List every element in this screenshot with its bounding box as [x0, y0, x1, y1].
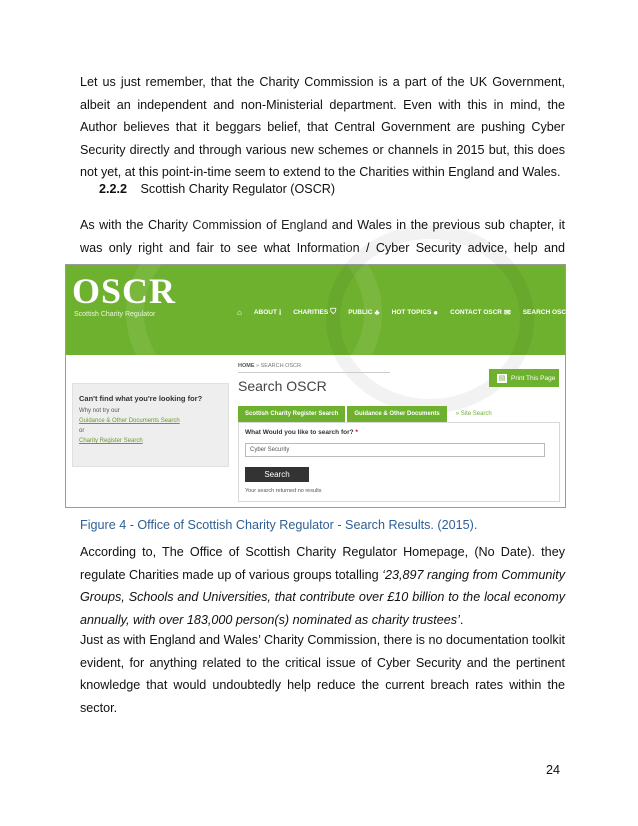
oscr-logo-subtitle: Scottish Charity Regulator [74, 311, 156, 318]
people-icon: ♣ [374, 307, 380, 317]
oscr-homepage-paragraph: According to, The Office of Scottish Charity Regulator Homepage, (No Date). they regulate Charities made up of various groups totalling ‘23,897 ranging from Community Groups, Schools and Universities, that contribute over £10 billion to the local economy annually, with over 183,000 person(s) nominated as charity trustees’. [80, 545, 565, 627]
tab-site-search[interactable]: » Site Search [455, 411, 492, 417]
nav-hot-topics[interactable]: HOT TOPICS ● [391, 307, 439, 317]
search-tabs [238, 406, 501, 422]
breadcrumb: HOME » SEARCH OSCR [238, 363, 301, 369]
nav-public[interactable]: PUBLIC ♣ [348, 307, 380, 317]
search-icon: ⚲ [572, 307, 579, 317]
section-heading [99, 182, 335, 196]
flame-icon: ● [433, 307, 439, 317]
oscr-paragraph: As with the Charity Commission of England and Wales in the previous sub chapter, it was only right and fair to see what Information / Cyber Security advice, help and [80, 218, 565, 255]
figure-caption: Figure 4 - Office of Scottish Charity Regulator - Search Results. (2015). [80, 518, 478, 532]
breadcrumb-home[interactable]: HOME [238, 363, 255, 369]
sidebar-box [72, 383, 229, 467]
closing-paragraph: Just as with England and Wales’ Charity Commission, there is no documentation toolkit evident, for anything related to the critical issue of Cyber Security and the pertinent knowledge that would undoubtedly help reduce the current breach rates within the sector. [80, 633, 565, 715]
divider [238, 372, 390, 373]
search-panel [238, 422, 560, 502]
shield-icon: ⛉ [330, 307, 337, 316]
page-title: Search OSCR [238, 378, 327, 394]
nav-contact[interactable]: CONTACT OSCR ✉ [450, 307, 511, 317]
search-result-text: Your search returned no results [245, 488, 322, 494]
intro-paragraph: Let us just remember, that the Charity Commission is a part of the UK Government, albeit an independent and non-Ministerial department. Even with this in mind, the Author believes that it beggars belief, that Central Government are pushing Cyber Security directly and through various new schemes or channels in 2015 but, this does not yet, at this point-in-time seem to extend to the Charities within England and Wales. [80, 75, 565, 179]
nav-charities[interactable]: CHARITIES ⛉ [293, 307, 337, 316]
tab-register-search[interactable]: Scottish Charity Register Search [238, 406, 345, 422]
nav-home[interactable] [231, 307, 248, 317]
sidebar-question: Can't find what you're looking for? [79, 394, 203, 403]
nav-search[interactable]: SEARCH OSCR ⚲ [522, 307, 579, 317]
sidebar-or: or [79, 428, 85, 434]
search-input[interactable]: Cyber Security [245, 443, 545, 457]
search-button[interactable]: Search [245, 467, 309, 482]
page-number: 24 [546, 763, 561, 777]
site-nav [231, 307, 585, 317]
tab-guidance-documents[interactable]: Guidance & Other Documents [347, 406, 446, 422]
required-marker: * [355, 429, 358, 436]
quote: ‘23,897 ranging from Community Groups, Schools and Universities, that contribute over £10 billion to the local economy annually, with over 183,000 person(s) nominated as charity trustees’ [80, 567, 565, 627]
print-label: Print This Page [511, 374, 556, 382]
home-icon: ⌂ [237, 307, 242, 317]
site-banner [66, 265, 579, 355]
section-number: 2.2.2 [99, 182, 128, 196]
sidebar-text: Why not try our [79, 408, 120, 414]
oscr-screenshot-figure [65, 264, 579, 508]
info-icon: i [278, 307, 282, 317]
oscr-logo: OSCR [72, 271, 177, 311]
guidance-search-link[interactable]: Guidance & Other Documents Search [79, 418, 180, 424]
section-title: Scottish Charity Regulator (OSCR) [140, 182, 336, 196]
printer-icon: ▤ [498, 375, 506, 382]
print-button[interactable] [489, 369, 559, 387]
register-search-link[interactable]: Charity Register Search [79, 438, 143, 444]
mail-icon: ✉ [504, 307, 511, 317]
nav-about[interactable]: ABOUT i [253, 307, 282, 317]
search-field-label: What Would you like to search for? * [245, 429, 358, 436]
